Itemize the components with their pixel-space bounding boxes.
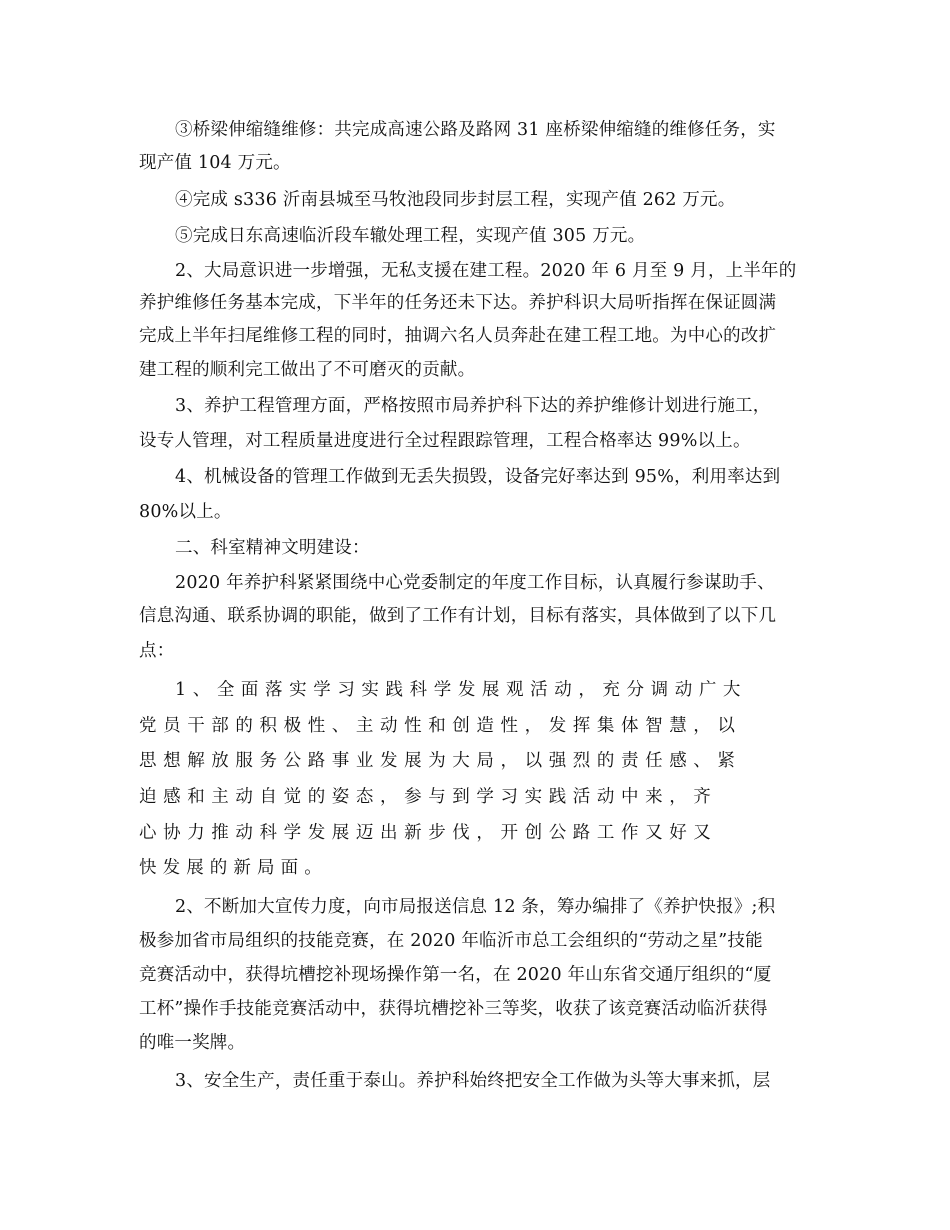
text-line: 快发展的新局面。 [139, 858, 328, 878]
text-line: 设专人管理，对工程质量进度进行全过程跟踪管理，工程合格率达 99%以上。 [139, 431, 751, 451]
text-line: 迫感和主动自觉的姿态，参与到学习实践活动中来，齐 [139, 787, 718, 807]
text-line: 2020 年养护科紧紧围绕中心党委制定的年度工作目标，认真履行参谋助手、 [175, 573, 775, 593]
text-line: ⑤完成日东高速临沂段车辙处理工程，实现产值 305 万元。 [175, 226, 646, 246]
text-line: 的唯一奖牌。 [139, 1033, 246, 1053]
text-line: 80%以上。 [139, 502, 232, 522]
text-line: 竞赛活动中，获得坑槽挖补现场操作第一名，在 2020 年山东省交通厅组织的“厦 [139, 965, 772, 985]
text-line: 建工程的顺利完工做出了不可磨灭的贡献。 [139, 360, 476, 380]
text-line: 1、全面落实学习实践科学发展观活动，充分调动广大 [175, 680, 748, 700]
text-line: 极参加省市局组织的技能竞赛，在 2020 年临沂市总工会组织的“劳动之星”技能 [139, 931, 763, 951]
text-line: 2、不断加大宣传力度，向市局报送信息 12 条，筹办编排了《养护快报》;积 [175, 897, 776, 917]
text-line: 4、机械设备的管理工作做到无丢失损毁，设备完好率达到 95%，利用率达到 [175, 467, 781, 487]
text-line: 工杯”操作手技能竞赛活动中，获得坑槽挖补三等奖，收获了该竞赛活动临沂获得 [139, 999, 768, 1019]
text-line: 党员干部的积极性、主动性和创造性，发挥集体智慧，以 [139, 716, 742, 736]
text-line: 3、安全生产，责任重于泰山。养护科始终把安全工作做为头等大事来抓，层 [175, 1071, 771, 1091]
text-line: 信息沟通、联系协调的职能，做到了工作有计划，目标有落实，具体做到了以下几 [139, 606, 777, 626]
text-line: 思想解放服务公路事业发展为大局，以强烈的责任感、紧 [139, 751, 742, 771]
text-line: ③桥梁伸缩缝维修：共完成高速公路及路网 31 座桥梁伸缩缝的维修任务，实 [175, 120, 776, 140]
section-heading: 二、科室精神文明建设： [175, 538, 370, 558]
text-line: 3、养护工程管理方面，严格按照市局养护科下达的养护维修计划进行施工， [175, 396, 771, 416]
text-line: 心协力推动科学发展迈出新步伐，开创公路工作又好又 [139, 823, 718, 843]
text-line: 现产值 104 万元。 [139, 153, 291, 173]
text-line: 完成上半年扫尾维修工程的同时，抽调六名人员奔赴在建工程工地。为中心的改扩 [139, 326, 777, 346]
text-line: 2、大局意识进一步增强，无私支援在建工程。2020 年 6 月至 9 月，上半年的 [175, 261, 797, 281]
text-line: ④完成 s336 沂南县城至马牧池段同步封层工程，实现产值 262 万元。 [175, 190, 736, 210]
text-line: 点： [139, 641, 175, 661]
text-line: 养护维修任务基本完成，下半年的任务还未下达。养护科识大局听指挥在保证圆满 [139, 293, 777, 313]
